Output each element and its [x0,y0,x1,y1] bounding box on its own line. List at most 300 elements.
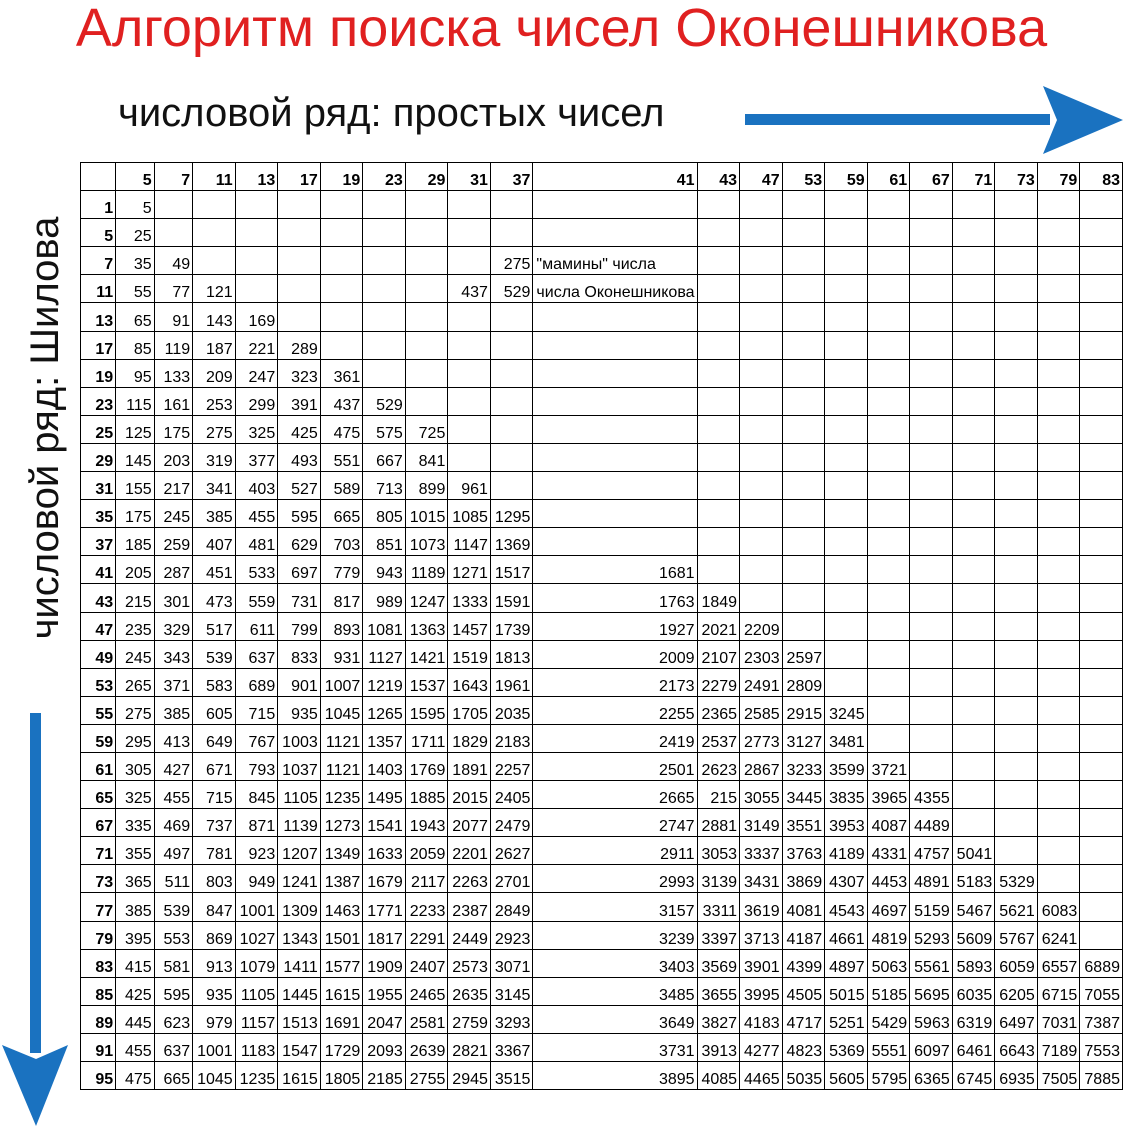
table-cell: 437 [448,275,491,303]
table-cell: 187 [193,331,236,359]
table-cell [952,584,995,612]
table-cell [952,640,995,668]
table-cell: 415 [116,949,155,977]
table-cell: 1219 [363,668,406,696]
table-cell: 169 [235,303,278,331]
table-cell: 2021 [697,612,740,640]
table-cell: 5429 [867,1005,910,1033]
table-cell: 767 [235,724,278,752]
table-cell: 7505 [1037,1062,1080,1090]
table-cell: 155 [116,472,155,500]
table-cell [533,191,697,219]
table-cell: 949 [235,865,278,893]
table-cell [910,303,953,331]
table-cell: 529 [363,387,406,415]
table-cell: 2365 [697,696,740,724]
table-cell: 4661 [825,921,868,949]
table-cell: 2387 [448,893,491,921]
table-cell: 385 [193,500,236,528]
table-cell: 245 [116,640,155,668]
table-row [81,809,1123,837]
table-cell: 713 [363,472,406,500]
table-cell: 5963 [910,1005,953,1033]
table-cell [910,191,953,219]
table-cell: 2107 [697,640,740,668]
table-cell [490,219,533,247]
table-cell [363,359,406,387]
table-cell [867,387,910,415]
table-cell: 1519 [448,640,491,668]
table-cell: 1309 [278,893,321,921]
table-cell [363,247,406,275]
table-cell: 731 [278,584,321,612]
column-header: 19 [320,163,363,191]
table-cell: 3139 [697,865,740,893]
table-cell [867,584,910,612]
table-cell [1037,443,1080,471]
table-cell [1080,921,1123,949]
table-cell: 355 [116,837,155,865]
table-cell [363,303,406,331]
table-cell: 539 [193,640,236,668]
table-cell: 1015 [405,500,448,528]
row-header: 11 [81,275,116,303]
table-cell [995,472,1038,500]
row-header: 89 [81,1005,116,1033]
table-cell: 143 [193,303,236,331]
row-header: 37 [81,528,116,556]
table-cell [490,472,533,500]
table-cell: 1001 [193,1033,236,1061]
table-cell: 4183 [740,1005,783,1033]
column-header: 67 [910,163,953,191]
table-cell: 943 [363,556,406,584]
table-cell: 7885 [1080,1062,1123,1090]
table-cell: 7031 [1037,1005,1080,1033]
table-cell: 497 [154,837,193,865]
table-cell [910,584,953,612]
table-cell: 49 [154,247,193,275]
table-cell [448,191,491,219]
table-cell: 3619 [740,893,783,921]
table-cell: 6097 [910,1033,953,1061]
column-header: 83 [1080,163,1123,191]
table-cell: 1591 [490,584,533,612]
table-cell [405,247,448,275]
table-cell [1037,584,1080,612]
table-cell [448,415,491,443]
table-cell: 2585 [740,696,783,724]
table-cell: 6083 [1037,893,1080,921]
table-cell: 583 [193,668,236,696]
table-cell [1080,724,1123,752]
table-cell: 2405 [490,781,533,809]
table-cell: 3551 [782,809,825,837]
table-cell [697,331,740,359]
table-cell: 65 [116,303,155,331]
table-cell [952,781,995,809]
table-cell: 4331 [867,837,910,865]
table-cell [697,415,740,443]
table-cell [952,612,995,640]
table-cell [825,359,868,387]
table-cell: 7189 [1037,1033,1080,1061]
table-cell: 2015 [448,781,491,809]
table-cell: 3965 [867,781,910,809]
table-cell: 395 [116,921,155,949]
table-cell [405,387,448,415]
table-cell: 6935 [995,1062,1038,1090]
table-cell: 1147 [448,528,491,556]
table-cell: 203 [154,443,193,471]
table-cell: 3311 [697,893,740,921]
table-cell: 961 [448,472,491,500]
table-cell: 55 [116,275,155,303]
table-cell: 5293 [910,921,953,949]
table-cell: 445 [116,1005,155,1033]
table-cell: 725 [405,415,448,443]
table-cell: 1513 [278,1005,321,1033]
table-cell [405,359,448,387]
table-cell: 1705 [448,696,491,724]
table-cell: 1235 [320,781,363,809]
table-cell: 2701 [490,865,533,893]
table-cell: 4819 [867,921,910,949]
table-cell [782,191,825,219]
table-cell: 2419 [533,724,697,752]
table-cell: 1247 [405,584,448,612]
table-cell: 175 [154,415,193,443]
table-cell [910,668,953,696]
table-cell [1080,387,1123,415]
table-cell [910,696,953,724]
table-cell [1037,191,1080,219]
table-cell [533,275,697,303]
table-cell [740,472,783,500]
table-cell: 1085 [448,500,491,528]
table-cell: 1961 [490,668,533,696]
table-cell [740,275,783,303]
row-header: 23 [81,387,116,415]
table-cell: 253 [193,387,236,415]
table-cell [910,640,953,668]
table-cell [740,191,783,219]
table-cell: 1265 [363,696,406,724]
table-cell [533,415,697,443]
table-cell: 2923 [490,921,533,949]
table-cell: 3403 [533,949,697,977]
table-cell [995,415,1038,443]
table-cell [1037,556,1080,584]
table-cell: 5 [116,191,155,219]
column-header: 11 [193,163,236,191]
table-cell: 6365 [910,1062,953,1090]
column-header: 31 [448,163,491,191]
table-cell: 325 [235,415,278,443]
table-cell: 1157 [235,1005,278,1033]
table-cell: 715 [235,696,278,724]
table-row [81,472,1123,500]
table-cell [867,724,910,752]
table-cell [448,247,491,275]
table-cell: 3293 [490,1005,533,1033]
table-cell [1037,837,1080,865]
table-cell: 455 [116,1033,155,1061]
table-row [81,303,1123,331]
table-cell [1080,612,1123,640]
table-row [81,752,1123,780]
table-cell: 1189 [405,556,448,584]
table-cell: 869 [193,921,236,949]
table-cell: 1183 [235,1033,278,1061]
table-cell [782,303,825,331]
table-cell: 1577 [320,949,363,977]
table-cell: 611 [235,612,278,640]
table-cell [740,528,783,556]
table-cell: 1235 [235,1062,278,1090]
row-header: 71 [81,837,116,865]
column-header: 5 [116,163,155,191]
legend-sample: 529 [490,275,533,303]
table-cell: 665 [320,500,363,528]
table-cell [910,387,953,415]
table-cell: 2809 [782,668,825,696]
table-cell: 1387 [320,865,363,893]
table-row [81,893,1123,921]
table-cell: 1463 [320,893,363,921]
table-cell: 2759 [448,1005,491,1033]
row-header: 55 [81,696,116,724]
table-cell: 527 [278,472,321,500]
table-cell: 737 [193,809,236,837]
table-cell [1080,781,1123,809]
row-header: 53 [81,668,116,696]
table-cell [995,781,1038,809]
row-header: 5 [81,219,116,247]
table-cell: 2993 [533,865,697,893]
table-cell: 5605 [825,1062,868,1090]
table-row [81,837,1123,865]
table-cell: 3157 [533,893,697,921]
table-cell [533,387,697,415]
table-cell: 2173 [533,668,697,696]
table-cell: 697 [278,556,321,584]
table-cell [278,191,321,219]
table-cell [867,696,910,724]
row-header: 91 [81,1033,116,1061]
table-cell: 1537 [405,668,448,696]
table-cell: 481 [235,528,278,556]
table-cell [1080,191,1123,219]
table-cell: 2491 [740,668,783,696]
table-cell: 5893 [952,949,995,977]
table-cell: 215 [697,781,740,809]
table-cell [782,331,825,359]
table-cell: 1829 [448,724,491,752]
table-cell: 553 [154,921,193,949]
table-cell: 2573 [448,949,491,977]
table-row [81,275,1123,303]
table-cell [490,415,533,443]
table-cell: 3071 [490,949,533,977]
table-cell: 893 [320,612,363,640]
table-cell [1037,612,1080,640]
table-cell: 299 [235,387,278,415]
table-cell: 2665 [533,781,697,809]
table-cell: 1633 [363,837,406,865]
column-header: 41 [533,163,697,191]
table-cell: 703 [320,528,363,556]
table-cell [782,500,825,528]
table-cell: 2821 [448,1033,491,1061]
table-cell [952,275,995,303]
table-cell: 4087 [867,809,910,837]
table-cell: 899 [405,472,448,500]
table-cell: 475 [116,1062,155,1090]
table-cell [533,528,697,556]
table-cell [1080,443,1123,471]
table-cell: 1457 [448,612,491,640]
table-cell: 275 [193,415,236,443]
row-header: 47 [81,612,116,640]
table-row [81,1005,1123,1033]
table-cell: 209 [193,359,236,387]
table-cell: 517 [193,612,236,640]
table-cell [405,191,448,219]
table-cell: 551 [320,443,363,471]
table-cell [995,275,1038,303]
table-cell [697,219,740,247]
table-cell [448,359,491,387]
table-cell: 2597 [782,640,825,668]
table-cell: 6497 [995,1005,1038,1033]
table-cell: 6205 [995,977,1038,1005]
column-header: 79 [1037,163,1080,191]
table-cell [995,584,1038,612]
table-cell: 25 [116,219,155,247]
table-cell: 371 [154,668,193,696]
table-cell: 77 [154,275,193,303]
table-cell: 901 [278,668,321,696]
table-cell [1037,415,1080,443]
table-cell: 589 [320,472,363,500]
table-cell: 595 [278,500,321,528]
table-cell: 425 [116,977,155,1005]
table-cell [952,247,995,275]
horizontal-axis-label: числовой ряд: простых чисел [118,91,665,135]
table-cell: 2945 [448,1062,491,1090]
table-cell [867,415,910,443]
row-header: 25 [81,415,116,443]
table-cell [278,219,321,247]
row-header: 29 [81,443,116,471]
table-cell: 833 [278,640,321,668]
table-cell: 1127 [363,640,406,668]
table-cell [782,556,825,584]
table-cell: 301 [154,584,193,612]
table-cell: 1955 [363,977,406,1005]
table-cell [825,303,868,331]
row-header: 13 [81,303,116,331]
table-cell [740,443,783,471]
table-cell: 2279 [697,668,740,696]
table-cell: 1037 [278,752,321,780]
table-cell: 2233 [405,893,448,921]
table-cell: 1073 [405,528,448,556]
table-cell: 91 [154,303,193,331]
table-cell [910,443,953,471]
table-cell: 3239 [533,921,697,949]
table-cell [1080,893,1123,921]
table-row [81,387,1123,415]
table-cell [533,472,697,500]
table-cell [952,752,995,780]
table-cell: 1421 [405,640,448,668]
table-cell [995,528,1038,556]
table-row [81,528,1123,556]
table-cell [995,443,1038,471]
table-cell: 145 [116,443,155,471]
table-cell: 5609 [952,921,995,949]
table-cell: 1105 [235,977,278,1005]
table-cell: 1805 [320,1062,363,1090]
row-header: 43 [81,584,116,612]
table-cell: 413 [154,724,193,752]
table-cell: 2581 [405,1005,448,1033]
table-cell [697,556,740,584]
table-cell: 217 [154,472,193,500]
table-cell [1080,303,1123,331]
table-cell [697,303,740,331]
table-cell [867,191,910,219]
table-cell: 6745 [952,1062,995,1090]
table-cell: 3901 [740,949,783,977]
column-header: 23 [363,163,406,191]
table-row [81,781,1123,809]
table-cell: 3913 [697,1033,740,1061]
table-cell [448,219,491,247]
table-cell: 5795 [867,1062,910,1090]
table-cell [825,387,868,415]
table-cell [910,752,953,780]
table-cell: 5695 [910,977,953,1005]
table-cell [910,500,953,528]
table-row [81,949,1123,977]
table-cell: 7055 [1080,977,1123,1005]
table-cell: 2059 [405,837,448,865]
table-cell [952,415,995,443]
table-cell: 289 [278,331,321,359]
table-cell [995,752,1038,780]
table-cell [697,443,740,471]
table-cell: 3397 [697,921,740,949]
table-cell: 979 [193,1005,236,1033]
table-cell [952,472,995,500]
legend-text: числа Оконешникова [536,284,695,302]
table-cell [490,331,533,359]
table-cell: 805 [363,500,406,528]
row-header: 95 [81,1062,116,1090]
table-cell [278,247,321,275]
table-cell: 329 [154,612,193,640]
table-cell [1037,219,1080,247]
table-cell: 4717 [782,1005,825,1033]
table-cell: 2623 [697,752,740,780]
row-header: 61 [81,752,116,780]
table-cell [1037,781,1080,809]
table-cell: 667 [363,443,406,471]
table-cell: 1045 [193,1062,236,1090]
